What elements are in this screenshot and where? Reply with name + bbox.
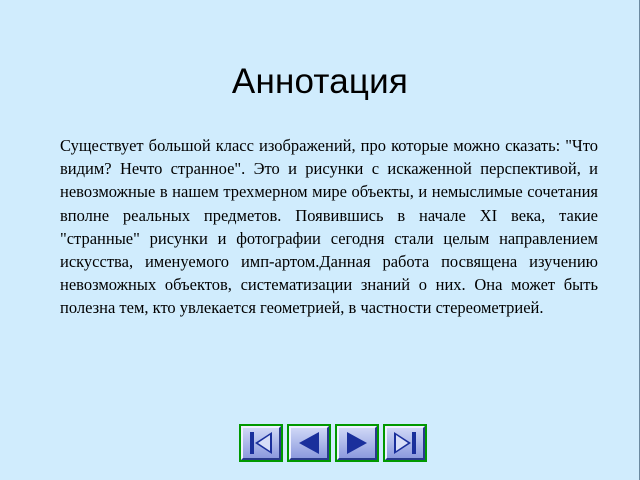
first-slide-button[interactable] [239,424,283,462]
last-slide-button[interactable] [383,424,427,462]
next-slide-button[interactable] [335,424,379,462]
previous-slide-button[interactable] [287,424,331,462]
slide-title: Аннотация [231,62,409,101]
next-slide-icon [343,430,371,456]
first-slide-icon [247,430,275,456]
slide-navigation [239,424,427,462]
previous-slide-icon [295,430,323,456]
last-slide-icon [391,430,419,456]
slide-body-text: Существует большой класс изображений, про которые можно сказать: "Что видим? Нечто странное". Это и рисунки с искаженной перспективой, и невозможные в нашем трехмерном мире объекты, и немыслимые сочетания вполне реальных предметов. Появившись в начале XI века, такие "странные" рисунки и фотографии сегодня стали целым направлением искусства, именуемого имп-артом.Данная работа посвящена изучению невозможных объектов, систематизации знаний о них. Она может быть полезна тем, кто увлекается геометрией, в частности стереометрией. [60,136,598,318]
